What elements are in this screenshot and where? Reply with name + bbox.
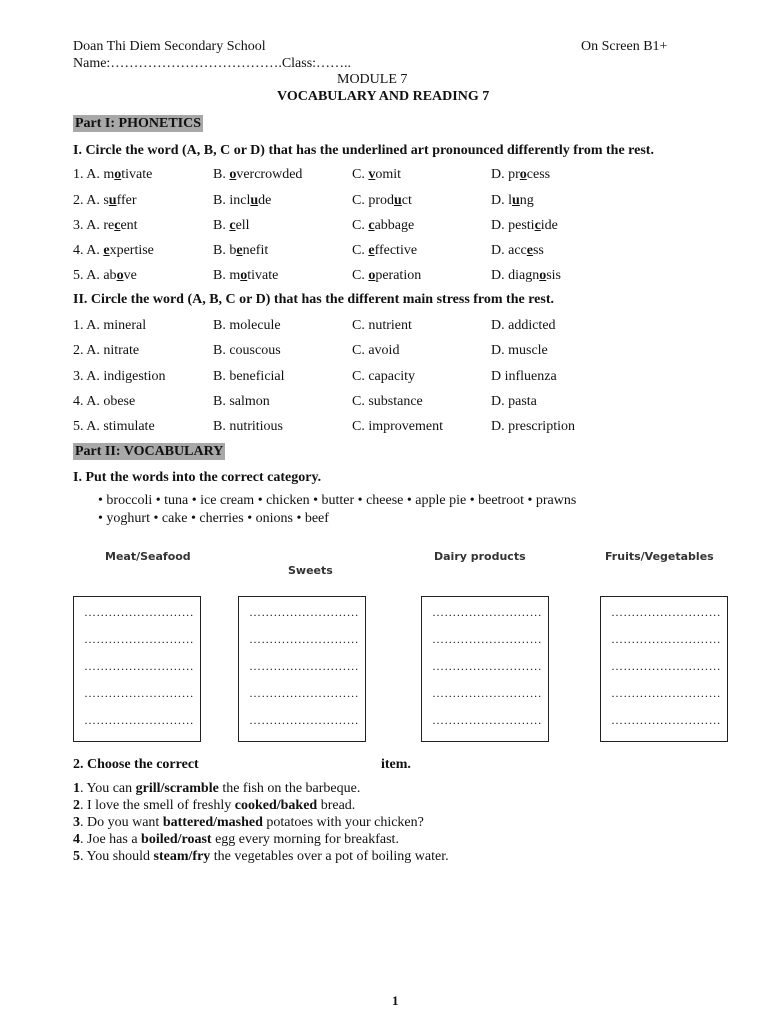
answer-option[interactable]: B. motivate xyxy=(213,268,279,283)
phonetics-instruction: I. Circle the word (A, B, C or D) that has the underlined art pronounced differently from the rest. xyxy=(73,143,654,158)
phonetics-question-row xyxy=(73,268,733,286)
answer-option[interactable]: D. access xyxy=(491,243,544,258)
book-title: On Screen B1+ xyxy=(581,39,668,54)
answer-option[interactable]: C. nutrient xyxy=(352,318,412,333)
answer-option[interactable]: D. pasta xyxy=(491,394,537,409)
category-sweets: Sweets xyxy=(288,564,333,577)
answer-option[interactable]: C. improvement xyxy=(352,419,443,434)
category-instruction: I. Put the words into the correct category. xyxy=(73,470,322,485)
phonetics-question-row xyxy=(73,243,733,261)
answer-blank-line[interactable]: ……………………… xyxy=(432,632,542,646)
choose-sentence: 4. Joe has a boiled/roast egg every morning for breakfast. xyxy=(73,832,399,847)
category-meat-seafood: Meat/Seafood xyxy=(105,550,191,563)
part1-heading: Part I: PHONETICS xyxy=(75,116,201,131)
answer-option[interactable]: D. diagnosis xyxy=(491,268,562,283)
answer-option[interactable]: D influenza xyxy=(491,369,557,384)
answer-option[interactable]: 2. A. nitrate xyxy=(73,343,140,358)
answer-blank-line[interactable]: ……………………… xyxy=(611,632,721,646)
word-choice[interactable]: grill/scramble xyxy=(135,781,219,796)
part2-heading: Part II: VOCABULARY xyxy=(75,444,224,459)
answer-option[interactable]: D. lung xyxy=(491,193,534,208)
answer-blank-line[interactable]: ……………………… xyxy=(84,632,194,646)
stress-question-row xyxy=(73,318,733,336)
choose-sentence: 2. I love the smell of freshly cooked/baked bread. xyxy=(73,798,356,813)
answer-option[interactable]: B. salmon xyxy=(213,394,270,409)
answer-option[interactable]: C. effective xyxy=(352,243,418,258)
answer-option[interactable]: B. beneficial xyxy=(213,369,285,384)
answer-blank-line[interactable]: ……………………… xyxy=(611,605,721,619)
answer-box-meat-seafood[interactable] xyxy=(73,596,201,742)
choose-sentence: 3. Do you want battered/mashed potatoes with your chicken? xyxy=(73,815,424,830)
answer-blank-line[interactable]: ……………………… xyxy=(249,686,359,700)
answer-blank-line[interactable]: ……………………… xyxy=(84,659,194,673)
answer-blank-line[interactable]: ……………………… xyxy=(84,686,194,700)
stress-instruction: II. Circle the word (A, B, C or D) that has the different main stress from the rest. xyxy=(73,292,554,307)
stress-question-row xyxy=(73,369,733,387)
answer-blank-line[interactable]: ……………………… xyxy=(84,713,194,727)
answer-option[interactable]: 3. A. recent xyxy=(73,218,138,233)
answer-option[interactable]: B. overcrowded xyxy=(213,167,303,182)
answer-blank-line[interactable]: ……………………… xyxy=(432,686,542,700)
worksheet-title: VOCABULARY AND READING 7 xyxy=(277,89,490,104)
answer-box-fruits-vegetables[interactable] xyxy=(600,596,728,742)
answer-option[interactable]: C. cabbage xyxy=(352,218,415,233)
answer-option[interactable]: D. addicted xyxy=(491,318,556,333)
answer-option[interactable]: C. product xyxy=(352,193,412,208)
answer-option[interactable]: 3. A. indigestion xyxy=(73,369,166,384)
answer-option[interactable]: B. nutritious xyxy=(213,419,284,434)
answer-option[interactable]: C. vomit xyxy=(352,167,402,182)
answer-option[interactable]: D. pesticide xyxy=(491,218,558,233)
choose-instruction-end: item. xyxy=(381,757,411,772)
module-label: MODULE 7 xyxy=(337,72,408,87)
answer-option[interactable]: 4. A. expertise xyxy=(73,243,154,258)
answer-blank-line[interactable]: ……………………… xyxy=(249,632,359,646)
word-choice[interactable]: steam/fry xyxy=(153,849,211,864)
answer-box-sweets[interactable] xyxy=(238,596,366,742)
word-choice[interactable]: boiled/roast xyxy=(141,832,212,847)
answer-option[interactable]: 1. A. mineral xyxy=(73,318,147,333)
word-list-line-1: • broccoli • tuna • ice cream • chicken • butter • cheese • apple pie • beetroot • prawns xyxy=(98,493,577,508)
answer-blank-line[interactable]: ……………………… xyxy=(611,686,721,700)
phonetics-question-row xyxy=(73,218,733,236)
answer-blank-line[interactable]: ……………………… xyxy=(249,659,359,673)
answer-option[interactable]: C. capacity xyxy=(352,369,415,384)
school-name: Doan Thi Diem Secondary School xyxy=(73,39,266,54)
answer-option[interactable]: 5. A. above xyxy=(73,268,137,283)
phonetics-question-row xyxy=(73,167,733,185)
answer-option[interactable]: C. avoid xyxy=(352,343,400,358)
answer-option[interactable]: 5. A. stimulate xyxy=(73,419,155,434)
answer-option[interactable]: D. muscle xyxy=(491,343,548,358)
stress-question-row xyxy=(73,343,733,361)
answer-option[interactable]: D. prescription xyxy=(491,419,575,434)
category-fruits-vegetables: Fruits/Vegetables xyxy=(605,550,714,563)
category-dairy-products: Dairy products xyxy=(434,550,526,563)
stress-question-row xyxy=(73,419,733,437)
choose-sentence: 1. You can grill/scramble the fish on the barbeque. xyxy=(73,781,361,796)
answer-option[interactable]: B. cell xyxy=(213,218,250,233)
page-number: 1 xyxy=(392,993,399,1008)
answer-option[interactable]: B. couscous xyxy=(213,343,281,358)
answer-option[interactable]: 2. A. suffer xyxy=(73,193,137,208)
name-class-line: Name:……………………………….Class:…….. xyxy=(73,56,352,71)
answer-blank-line[interactable]: ……………………… xyxy=(611,659,721,673)
answer-blank-line[interactable]: ……………………… xyxy=(432,659,542,673)
answer-blank-line[interactable]: ……………………… xyxy=(84,605,194,619)
answer-blank-line[interactable]: ……………………… xyxy=(249,713,359,727)
answer-blank-line[interactable]: ……………………… xyxy=(611,713,721,727)
answer-option[interactable]: B. include xyxy=(213,193,272,208)
word-list-line-2: • yoghurt • cake • cherries • onions • beef xyxy=(98,511,329,526)
choose-instruction: 2. Choose the correct xyxy=(73,757,199,772)
answer-option[interactable]: D. process xyxy=(491,167,551,182)
choose-sentence: 5. You should steam/fry the vegetables over a pot of boiling water. xyxy=(73,849,449,864)
answer-box-dairy-products[interactable] xyxy=(421,596,549,742)
answer-option[interactable]: B. molecule xyxy=(213,318,281,333)
answer-option[interactable]: C. operation xyxy=(352,268,422,283)
stress-question-row xyxy=(73,394,733,412)
phonetics-question-row xyxy=(73,193,733,211)
answer-option[interactable]: 1. A. motivate xyxy=(73,167,153,182)
answer-blank-line[interactable]: ……………………… xyxy=(249,605,359,619)
answer-option[interactable]: B. benefit xyxy=(213,243,269,258)
word-choice[interactable]: battered/mashed xyxy=(162,815,263,830)
answer-blank-line[interactable]: ……………………… xyxy=(432,713,542,727)
answer-option[interactable]: C. substance xyxy=(352,394,423,409)
word-choice[interactable]: cooked/baked xyxy=(234,798,318,813)
answer-blank-line[interactable]: ……………………… xyxy=(432,605,542,619)
answer-option[interactable]: 4. A. obese xyxy=(73,394,136,409)
